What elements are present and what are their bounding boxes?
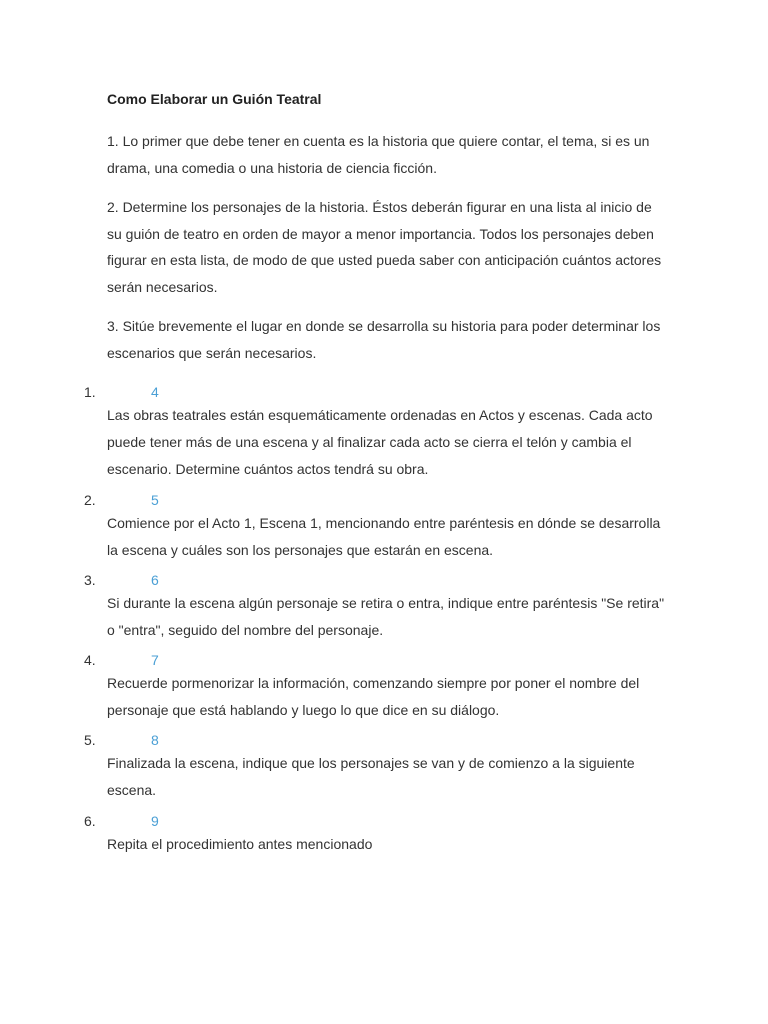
step-number: 6 [151, 572, 159, 588]
list-item-text: Finalizada la escena, indique que los personajes se van y de comienzo a la siguiente escena. [107, 755, 635, 798]
step-number: 8 [151, 732, 159, 748]
step-number: 9 [151, 813, 159, 829]
list-number: 4. [84, 652, 96, 668]
list-item-text: Si durante la escena algún personaje se retira o entra, indique entre paréntesis "Se retira" o "entra", seguido del nombre del personaje. [107, 595, 665, 638]
list-number: 5. [84, 732, 96, 748]
list-number: 1. [84, 384, 96, 400]
step-number: 5 [151, 492, 159, 508]
paragraph-1: 1. Lo primer que debe tener en cuenta es la historia que quiere contar, el tema, si es un drama, una comedia o una historia de ciencia ficción. [107, 133, 650, 176]
list-number: 3. [84, 572, 96, 588]
list-number: 2. [84, 492, 96, 508]
list-item-text: Comience por el Acto 1, Escena 1, mencionando entre paréntesis en dónde se desarrolla la escena y cuáles son los personajes que estarán en escena. [107, 515, 661, 558]
step-number: 4 [151, 384, 159, 400]
paragraph-3: 3. Sitúe brevemente el lugar en donde se desarrolla su historia para poder determinar los escenarios que serán necesarios. [107, 318, 661, 361]
list-item-text: Recuerde pormenorizar la información, comenzando siempre por poner el nombre del personaje que está hablando y luego lo que dice en su diálogo. [107, 675, 640, 718]
step-number: 7 [151, 652, 159, 668]
list-number: 6. [84, 813, 96, 829]
list-item-text: Repita el procedimiento antes mencionado [107, 836, 373, 852]
document-title: Como Elaborar un Guión Teatral [107, 91, 322, 107]
list-item-text: Las obras teatrales están esquemáticamente ordenadas en Actos y escenas. Cada acto puede tener más de una escena y al finalizar cada acto se cierra el telón y cambia el escenario. Determine cuántos actos tendrá su obra. [107, 407, 653, 477]
paragraph-2: 2. Determine los personajes de la historia. Éstos deberán figurar en una lista al inicio de su guión de teatro en orden de mayor a menor importancia. Todos los personajes deben figurar en esta lista, de modo de que usted pueda saber con anticipación cuántos actores serán necesarios. [107, 199, 662, 295]
